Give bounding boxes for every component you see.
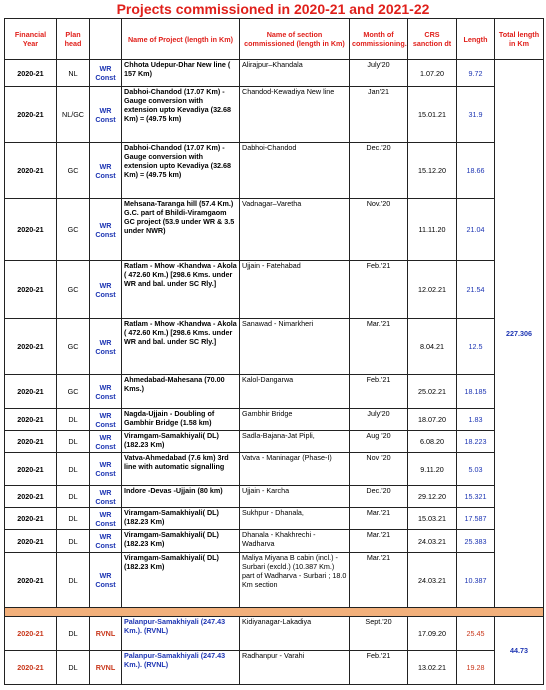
year-cell: 2020-21 [5,319,57,375]
length-cell: 18.223 [457,431,495,453]
month-cell: Aug '20 [350,431,408,453]
length-cell: 21.54 [457,261,495,319]
month-cell: Dec.'20 [350,143,408,199]
section-cell: Kidiyanagar-Lakadiya [240,617,350,651]
month-cell: Feb.'21 [350,651,408,685]
length-cell: 15.321 [457,486,495,508]
section-cell: Gambhir Bridge [240,409,350,431]
length-cell: 17.587 [457,508,495,530]
crs-cell: 6.08.20 [408,431,457,453]
table-row [5,143,544,199]
plan-cell: DL [57,409,90,431]
crs-cell: 29.12.20 [408,486,457,508]
exec-cell: WR Const [90,409,122,431]
project-name-cell: Nagda-Ujjain - Doubling of Gambhir Bridge (1.58 km) [122,409,240,431]
table-row [5,60,544,87]
exec-cell: WR Const [90,453,122,486]
month-cell: Mar.'21 [350,508,408,530]
project-name-cell: Viramgam-Samakhiyali( DL) (182.23 Km) [122,431,240,453]
exec-cell: WR Const [90,143,122,199]
projects-table [4,18,544,685]
section-cell: Vadnagar–Varetha [240,199,350,261]
section-cell: Maliya Miyana B cabin (incl.) - Surbari (excld.) (10.387 Km.) part of Wadharva - Surbari ; 18.0 Km section [240,553,350,608]
crs-cell: 11.11.20 [408,199,457,261]
month-cell: Mar.'21 [350,530,408,553]
year-cell: 2020-21 [5,453,57,486]
plan-cell: DL [57,508,90,530]
project-name-cell: Ratlam - Mhow -Khandwa - Akola ( 472.60 Km.) [298.6 Kms. under WR and bal. under SC Rly.] [122,319,240,375]
plan-cell: NL [57,60,90,87]
section-cell: Alirajpur–Khandala [240,60,350,87]
exec-cell: WR Const [90,319,122,375]
year-cell: 2020-21 [5,143,57,199]
project-name-cell: Ahmedabad-Mahesana (70.00 Kms.) [122,375,240,409]
plan-cell: NL/GC [57,87,90,143]
project-name-cell: Viramgam-Samakhiyali( DL) (182.23 Km) [122,553,240,608]
project-name-cell: Mehsana-Taranga hill (57.4 Km.) G.C. part of Bhildi-Viramgaom GC project (53.9 under WR & 3.5 under NWR) [122,199,240,261]
plan-cell: DL [57,530,90,553]
year-cell: 2020-21 [5,261,57,319]
length-cell: 31.9 [457,87,495,143]
project-name-cell: Viramgam-Samakhiyali( DL) (182.23 Km) [122,508,240,530]
month-cell: July'20 [350,60,408,87]
month-cell: Nov '20 [350,453,408,486]
crs-cell: 17.09.20 [408,617,457,651]
section-cell: Sukhpur - Dhanala, [240,508,350,530]
separator-bar [5,608,544,617]
table-row [5,453,544,486]
table-row [5,553,544,608]
header-plan: Plan head [57,19,90,60]
project-name-cell: Dabhoi-Chandod (17.07 Km) - Gauge conversion with extension upto Kevadiya (32.68 Km) = (49.75 km) [122,87,240,143]
header-month: Month of commissioning. [350,19,408,60]
crs-cell: 24.03.21 [408,530,457,553]
table-row [5,199,544,261]
length-cell: 9.72 [457,60,495,87]
exec-cell: RVNL [90,651,122,685]
project-name-cell: Chhota Udepur-Dhar New line ( 157 Km) [122,60,240,87]
crs-cell: 8.04.21 [408,319,457,375]
exec-cell: WR Const [90,375,122,409]
length-cell: 21.04 [457,199,495,261]
month-cell: Nov.'20 [350,199,408,261]
section-cell: Chandod-Kewadiya New line [240,87,350,143]
table-row [5,617,544,651]
project-name-cell: Palanpur-Samakhiyali (247.43 Km.). (RVNL) [122,651,240,685]
page-title: Projects commissioned in 2020-21 and 2021-22 [116,1,430,17]
month-cell: July'20 [350,409,408,431]
separator-row [5,608,544,617]
year-cell: 2020-21 [5,617,57,651]
section-cell: Sadla-Bajana-Jat Pipli, [240,431,350,453]
year-cell: 2020-21 [5,553,57,608]
plan-cell: DL [57,553,90,608]
plan-cell: DL [57,651,90,685]
length-cell: 12.5 [457,319,495,375]
plan-cell: GC [57,319,90,375]
table-row [5,261,544,319]
plan-cell: DL [57,431,90,453]
crs-cell: 15.12.20 [408,143,457,199]
header-section: Name of section commissioned (length in Km) [240,19,350,60]
crs-cell: 1.07.20 [408,60,457,87]
length-cell: 18.185 [457,375,495,409]
month-cell: Dec.'20 [350,486,408,508]
exec-cell: WR Const [90,60,122,87]
plan-cell: GC [57,143,90,199]
exec-cell: WR Const [90,530,122,553]
year-cell: 2020-21 [5,486,57,508]
table-row [5,409,544,431]
header-name: Name of Project (length in Km) [122,19,240,60]
header-row [5,19,544,60]
table-row [5,508,544,530]
section-cell: Vatva - Maninagar (Phase-I) [240,453,350,486]
length-cell: 1.83 [457,409,495,431]
plan-cell: GC [57,375,90,409]
plan-cell: DL [57,453,90,486]
crs-cell: 12.02.21 [408,261,457,319]
header-exec [90,19,122,60]
section-cell: Dabhoi-Chandod [240,143,350,199]
plan-cell: GC [57,199,90,261]
year-cell: 2020-21 [5,60,57,87]
length-cell: 25.383 [457,530,495,553]
project-name-cell: Dabhoi-Chandod (17.07 Km) - Gauge conversion with extension upto Kevadiya (32.68 Km) = (49.75 km) [122,143,240,199]
exec-cell: WR Const [90,199,122,261]
month-cell: Sept.'20 [350,617,408,651]
year-cell: 2020-21 [5,409,57,431]
header-crs: CRS sanction dt [408,19,457,60]
exec-cell: WR Const [90,261,122,319]
project-name-cell: Palanpur-Samakhiyali (247.43 Km.). (RVNL) [122,617,240,651]
plan-cell: GC [57,261,90,319]
year-cell: 2020-21 [5,375,57,409]
table-row [5,431,544,453]
total-cell: 227.306 [495,60,544,608]
year-cell: 2020-21 [5,530,57,553]
project-name-cell: Indore -Devas -Ujjain (80 km) [122,486,240,508]
exec-cell: WR Const [90,486,122,508]
table-row [5,530,544,553]
crs-cell: 15.01.21 [408,87,457,143]
header-total: Total length in Km [495,19,544,60]
length-cell: 18.66 [457,143,495,199]
month-cell: Jan'21 [350,87,408,143]
year-cell: 2020-21 [5,87,57,143]
month-cell: Feb.'21 [350,261,408,319]
crs-cell: 18.07.20 [408,409,457,431]
year-cell: 2020-21 [5,651,57,685]
table-row [5,486,544,508]
year-cell: 2020-21 [5,508,57,530]
header-length: Length [457,19,495,60]
exec-cell: RVNL [90,617,122,651]
crs-cell: 24.03.21 [408,553,457,608]
exec-cell: WR Const [90,553,122,608]
project-name-cell: Viramgam-Samakhiyali( DL) (182.23 Km) [122,530,240,553]
section-cell: Radhanpur - Varahi [240,651,350,685]
section-cell: Ujjain - Fatehabad [240,261,350,319]
year-cell: 2020-21 [5,199,57,261]
exec-cell: WR Const [90,508,122,530]
month-cell: Feb.'21 [350,375,408,409]
year-cell: 2020-21 [5,431,57,453]
exec-cell: WR Const [90,431,122,453]
section-cell: Kalol-Dangarwa [240,375,350,409]
plan-cell: DL [57,617,90,651]
month-cell: Mar.'21 [350,319,408,375]
section-cell: Sanawad - Nimarkheri [240,319,350,375]
month-cell: Mar.'21 [350,553,408,608]
total-cell: 44.73 [495,617,544,685]
table-row [5,375,544,409]
project-name-cell: Vatva-Ahmedabad (7.6 km) 3rd line with automatic signalling [122,453,240,486]
table-row [5,87,544,143]
plan-cell: DL [57,486,90,508]
length-cell: 10.387 [457,553,495,608]
crs-cell: 9.11.20 [408,453,457,486]
length-cell: 25.45 [457,617,495,651]
header-year: Financial Year [5,19,57,60]
length-cell: 19.28 [457,651,495,685]
crs-cell: 13.02.21 [408,651,457,685]
project-name-cell: Ratlam - Mhow -Khandwa - Akola ( 472.60 Km.) [298.6 Kms. under WR and bal. under SC Rly.] [122,261,240,319]
crs-cell: 15.03.21 [408,508,457,530]
exec-cell: WR Const [90,87,122,143]
table-row [5,319,544,375]
length-cell: 5.03 [457,453,495,486]
crs-cell: 25.02.21 [408,375,457,409]
table-row [5,651,544,685]
section-cell: Dhanala - Khakhrechi - Wadharva [240,530,350,553]
section-cell: Ujjain - Karcha [240,486,350,508]
